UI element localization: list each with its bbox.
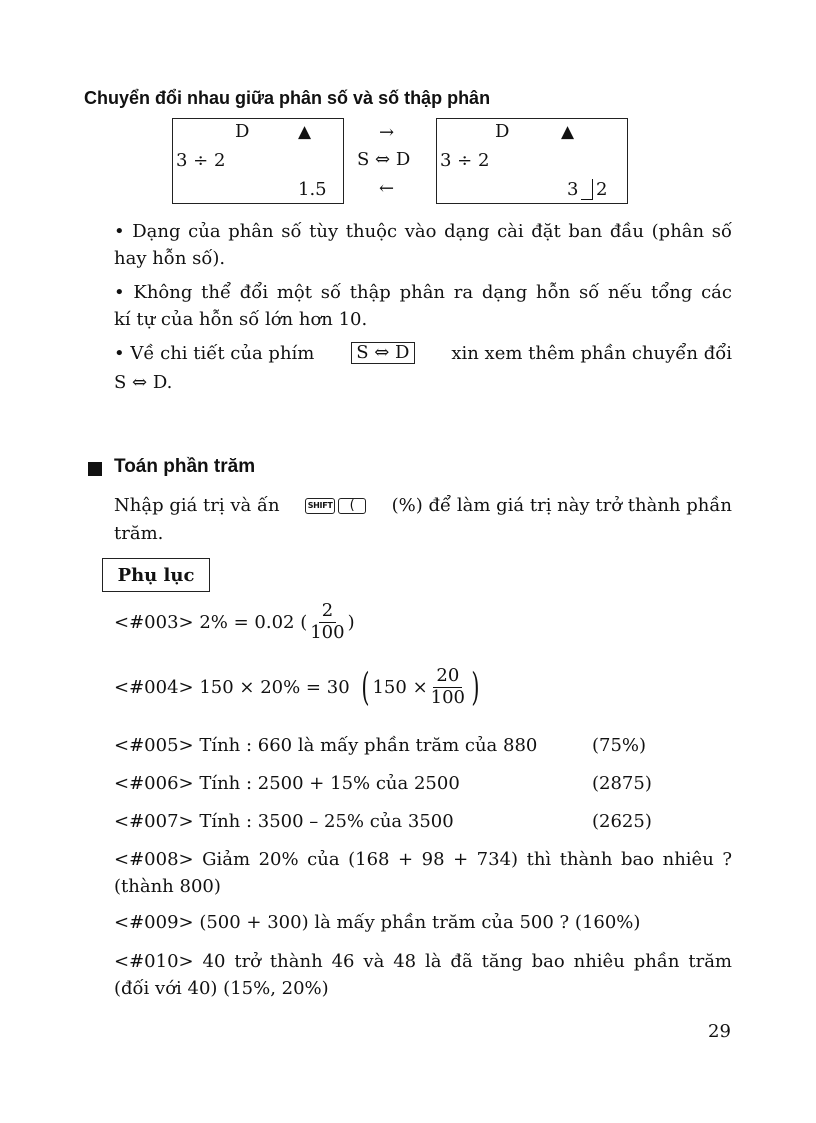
fraction-separator-icon (581, 179, 593, 200)
section-bullet-square-icon (88, 462, 102, 476)
example-003-close: ) (347, 611, 355, 633)
bullet-3-text-after: xin xem thêm phần chuyển đổi (451, 342, 732, 364)
lcd-result-whole: 3 (567, 179, 579, 200)
lcd-screen-before (172, 118, 344, 204)
fraction-numerator: 2 (319, 601, 336, 623)
intro-text-before: Nhập giá trị và ấn (114, 495, 280, 516)
bullet-1-line-2: hay hỗn số). (114, 248, 226, 269)
bullet-3-text-before: • Về chi tiết của phím (114, 342, 315, 364)
example-004-text: <#004> 150 × 20% = 30 (114, 676, 350, 698)
fraction-denominator: 100 (310, 621, 345, 643)
bullet-1-line-1: • Dạng của phân số tùy thuộc vào dạng cài đặt ban đầu (phân số (114, 221, 732, 242)
example-003-text: <#003> 2% = 0.02 ( (114, 611, 308, 633)
percent-intro-line-1 (114, 495, 732, 516)
shift-key-icon: SHIFT (305, 498, 335, 514)
right-paren-icon: ) (471, 665, 480, 710)
lcd-indicator-d: D (495, 121, 510, 142)
conversion-key-indicator (344, 118, 436, 204)
section-heading-percent: Toán phần trăm (114, 456, 256, 477)
left-paren-icon: ( (360, 665, 370, 710)
lcd-input-expression: 3 ÷ 2 (176, 150, 226, 171)
example-010-line-2: (đối với 40) (15%, 20%) (114, 978, 329, 999)
example-003 (114, 601, 355, 643)
arrow-right-icon: → (379, 122, 395, 143)
scroll-up-triangle-icon: ▲ (561, 122, 575, 142)
fraction-denominator: 100 (430, 686, 466, 708)
lcd-result-decimal: 1.5 (298, 179, 327, 200)
example-006-answer: (2875) (592, 773, 652, 794)
arrow-left-icon: ← (379, 178, 395, 199)
example-005-answer: (75%) (592, 735, 647, 756)
example-004 (114, 666, 483, 708)
bullet-3-line-1 (114, 342, 732, 364)
example-006-question: <#006> Tính : 2500 + 15% của 2500 (114, 773, 460, 794)
lcd-screen-after (436, 118, 628, 204)
s-d-key-box: S ⇔ D (351, 342, 414, 364)
example-007-question: <#007> Tính : 3500 – 25% của 3500 (114, 811, 454, 832)
lcd-result-part: 2 (596, 179, 608, 200)
example-009: <#009> (500 + 300) là mấy phần trăm của 500 ? (160%) (114, 912, 641, 933)
example-008-line-2: (thành 800) (114, 876, 221, 897)
page-number: 29 (708, 1021, 731, 1042)
bullet-2-line-1: • Không thể đổi một số thập phân ra dạng hỗn số nếu tổng các (114, 282, 732, 303)
intro-text-after: (%) để làm giá trị này trở thành phần (391, 495, 732, 516)
fraction-numerator: 20 (433, 666, 462, 688)
example-010-line-1: <#010> 40 trở thành 46 và 48 là đã tăng bao nhiêu phần trăm (114, 951, 732, 972)
example-004-inner: 150 × (372, 676, 428, 698)
example-007-answer: (2625) (592, 811, 652, 832)
example-005-question: <#005> Tính : 660 là mấy phần trăm của 880 (114, 735, 538, 756)
bullet-2-line-2: kí tự của hỗn số lớn hơn 10. (114, 309, 368, 330)
lcd-input-expression: 3 ÷ 2 (440, 150, 490, 171)
percent-intro-line-2: trăm. (114, 523, 164, 544)
bullet-3-line-2: S ⇔ D. (114, 372, 173, 393)
scroll-up-triangle-icon: ▲ (298, 122, 312, 142)
s-d-key-label: S ⇔ D (357, 149, 411, 170)
open-paren-key-icon: ( (338, 498, 366, 514)
lcd-indicator-d: D (235, 121, 250, 142)
appendix-label-box: Phụ lục (102, 558, 210, 592)
example-008-line-1: <#008> Giảm 20% của (168 + 98 + 734) thì thành bao nhiêu ? (114, 849, 732, 870)
section-heading-conversion: Chuyển đổi nhau giữa phân số và số thập phân (84, 88, 491, 108)
